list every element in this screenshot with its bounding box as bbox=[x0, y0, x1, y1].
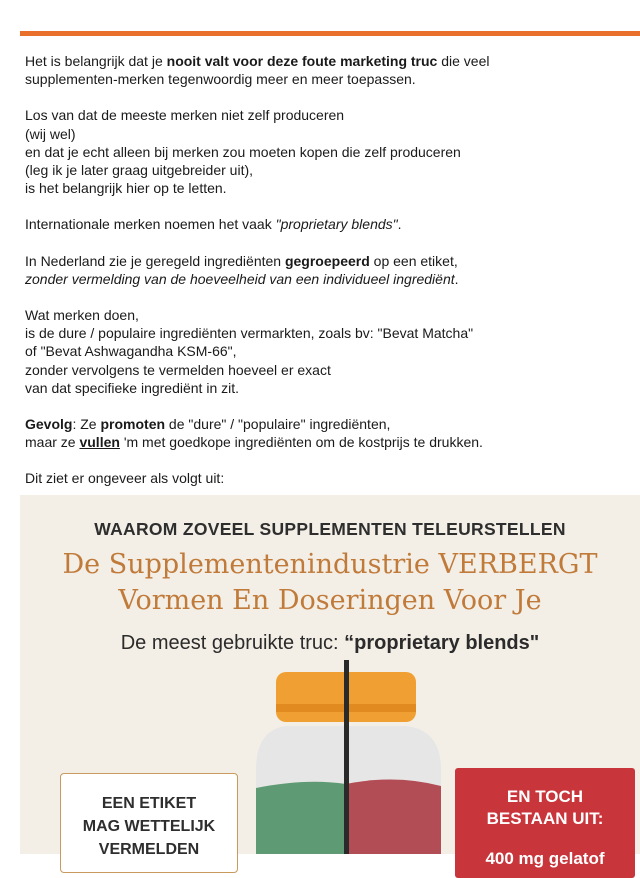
paragraph-blends: Internationale merken noemen het vaak "proprietary blends". bbox=[25, 216, 402, 233]
paragraph-what-brands-do: Wat merken doen, is de dure / populaire ingrediënten vermarkten, zoals bv: "Bevat Matcha" of "Bevat Ashwagandha KSM-66", zonder vervolgens te vermelden hoeveel er exact van dat specifieke ingrediënt in zit. bbox=[25, 307, 474, 396]
actual-contents-box: EN TOCH BESTAAN UIT: 400 mg gelatof bbox=[455, 768, 635, 878]
bottle-green-half bbox=[256, 782, 346, 854]
banner-kicker: WAAROM ZOVEEL SUPPLEMENTEN TELEURSTELLEN bbox=[94, 519, 566, 539]
paragraph-production: Los van dat de meeste merken niet zelf produceren (wij wel) en dat je echt alleen bij merken zou moeten kopen die zelf produceren (leg ik je later graag uitgebreider uit), is het belangrijk hier op te letten. bbox=[25, 107, 461, 197]
bottle-divider-line bbox=[344, 660, 349, 854]
orange-divider bbox=[20, 31, 640, 36]
bottle-red-half bbox=[346, 779, 441, 854]
supplement-bottle-illustration bbox=[246, 660, 456, 854]
banner-title: De Supplementenindustrie VERBERGT Vormen En Doseringen Voor Je bbox=[62, 549, 598, 616]
label-claim-box: EEN ETIKET MAG WETTELIJK VERMELDEN bbox=[60, 773, 238, 873]
email-body bbox=[25, 52, 625, 506]
paragraph-example-intro: Dit ziet er ongeveer als volgt uit: bbox=[25, 470, 225, 487]
paragraph-consequence: Gevolg: Ze promoten de "dure" / "populaire" ingrediënten, maar ze vullen 'm met goedkope ingrediënten om de kostprijs te drukken. bbox=[25, 416, 483, 451]
banner-subtitle: De meest gebruikte truc: “proprietary blends" bbox=[120, 632, 540, 654]
infographic-banner bbox=[20, 495, 640, 868]
paragraph-intro: Het is belangrijk dat je nooit valt voor deze foute marketing truc die veel supplementen-merken tegenwoordig meer en meer toepassen. bbox=[25, 53, 490, 88]
paragraph-netherlands: In Nederland zie je geregeld ingrediënten gegroepeerd op een etiket, zonder vermelding van de hoeveelheid van een individueel ingrediënt. bbox=[25, 252, 459, 287]
